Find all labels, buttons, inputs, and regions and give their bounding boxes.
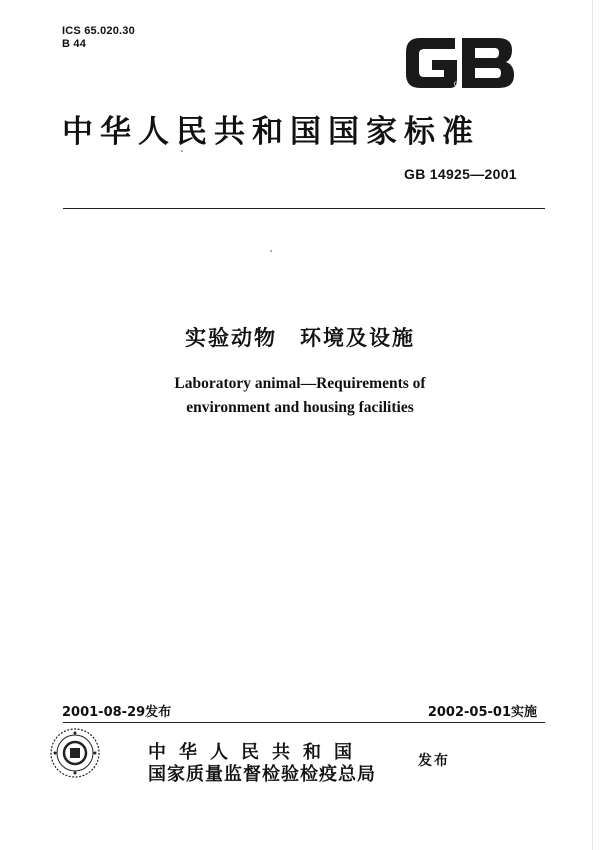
- title-english-line-1: Laboratory animal—Requirements of: [174, 375, 426, 392]
- scan-edge: [592, 0, 593, 850]
- title-english: [0, 372, 600, 420]
- title-chinese: 实验动物 环境及设施: [185, 326, 415, 350]
- issuer-line-1: 中华人民共和国: [148, 742, 365, 763]
- publish-label: 发布: [418, 753, 450, 769]
- ics-code: ICS 65.020.30: [62, 25, 135, 37]
- logo-text: GB: [453, 81, 463, 88]
- footer-rule: [63, 722, 545, 723]
- issuer-seal-emblem: [48, 726, 102, 780]
- header-rule: [63, 208, 545, 209]
- classification-codes: [62, 25, 135, 51]
- implementation-date: 2002-05-01实施: [427, 705, 537, 720]
- category-code: B 44: [62, 38, 87, 50]
- standard-code: GB 14925—2001: [404, 166, 517, 182]
- scan-speck: [270, 250, 272, 252]
- title-english-line-2: environment and housing facilities: [186, 399, 414, 416]
- standard-name: 中华人民共和国国家标准: [62, 114, 480, 150]
- issuer-line-2: 国家质量监督检验检疫总局: [148, 764, 376, 785]
- issue-date: 2001-08-29发布: [62, 705, 172, 720]
- gb-logo: [400, 30, 518, 94]
